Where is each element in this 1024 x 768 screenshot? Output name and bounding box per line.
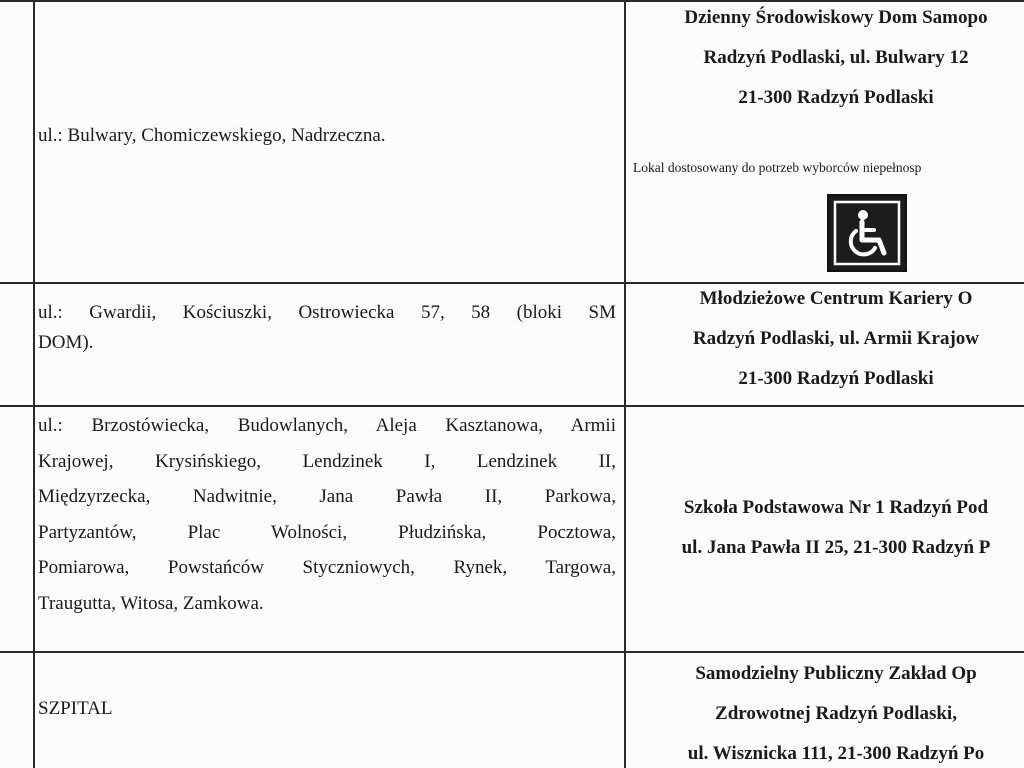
row-divider-2 [0, 405, 1024, 407]
row-2-streets [38, 298, 616, 358]
row-3-streets-line-4: Partyzantów, Plac Wolności, Płudzińska, Pocztowa, [38, 521, 616, 543]
row-3-streets-line-2: Krajowej, Krysińskiego, Lendzinek I, Lendzinek II, [38, 450, 616, 472]
row-4-streets-text: SZPITAL [38, 698, 113, 719]
row-1-location-line-2: Radzyń Podlaski, ul. Bulwary 12 [703, 47, 969, 68]
row-4-location-line-2: Zdrowotnej Radzyń Podlaski, [715, 703, 957, 724]
row-1-location-line-1: Dzienny Środowiskowy Dom Samopo [684, 7, 988, 28]
row-3-streets-line-6: Traugutta, Witosa, Zamkowa. [38, 592, 264, 614]
row-2-location-line-3: 21-300 Radzyń Podlaski [738, 368, 934, 389]
row-1-streets-text: ul.: Bulwary, Chomiczewskiego, Nadrzeczna. [38, 125, 386, 146]
row-3-streets-line-1: ul.: Brzostówiecka, Budowlanych, Aleja Kasztanowa, Armii [38, 415, 616, 436]
row-3-location [626, 488, 1024, 568]
row-1-streets [38, 121, 616, 151]
row-3-streets-line-5: Pomiarowa, Powstańców Styczniowych, Rynek, Targowa, [38, 557, 616, 578]
row-3-location-line-1: Szkoła Podstawowa Nr 1 Radzyń Pod [683, 497, 989, 518]
row-4-streets [38, 694, 616, 724]
wheelchair-accessible-icon [827, 194, 907, 272]
row-2-location-line-1: Młodzieżowe Centrum Kariery O [699, 288, 973, 309]
row-4-location-line-3: ul. Wisznicka 111, 21-300 Radzyń Po [687, 743, 985, 764]
row-1-location [626, 0, 1024, 118]
row-2-streets-line-1: ul.: Gwardii, Kościuszki, Ostrowiecka 57, 58 (bloki SM [38, 302, 616, 323]
row-2-streets-line-2: DOM). [38, 332, 94, 353]
row-1-accessibility-note: Lokal dostosowany do potrzeb wyborców niepełnosp [633, 160, 922, 175]
row-3-streets [38, 408, 616, 621]
row-divider-3 [0, 651, 1024, 653]
row-4-location-line-1: Samodzielny Publiczny Zakład Op [695, 663, 977, 684]
row-3-location-line-2: ul. Jana Pawła II 25, 21-300 Radzyń P [681, 537, 991, 558]
row-1-location-line-3: 21-300 Radzyń Podlaski [738, 87, 934, 108]
row-3-streets-line-3: Międzyrzecka, Nadwitnie, Jana Pawła II, Parkowa, [38, 486, 616, 507]
row-4-location [626, 654, 1024, 768]
row-2-location-line-2: Radzyń Podlaski, ul. Armii Krajow [692, 328, 980, 349]
row-2-location [626, 279, 1024, 399]
